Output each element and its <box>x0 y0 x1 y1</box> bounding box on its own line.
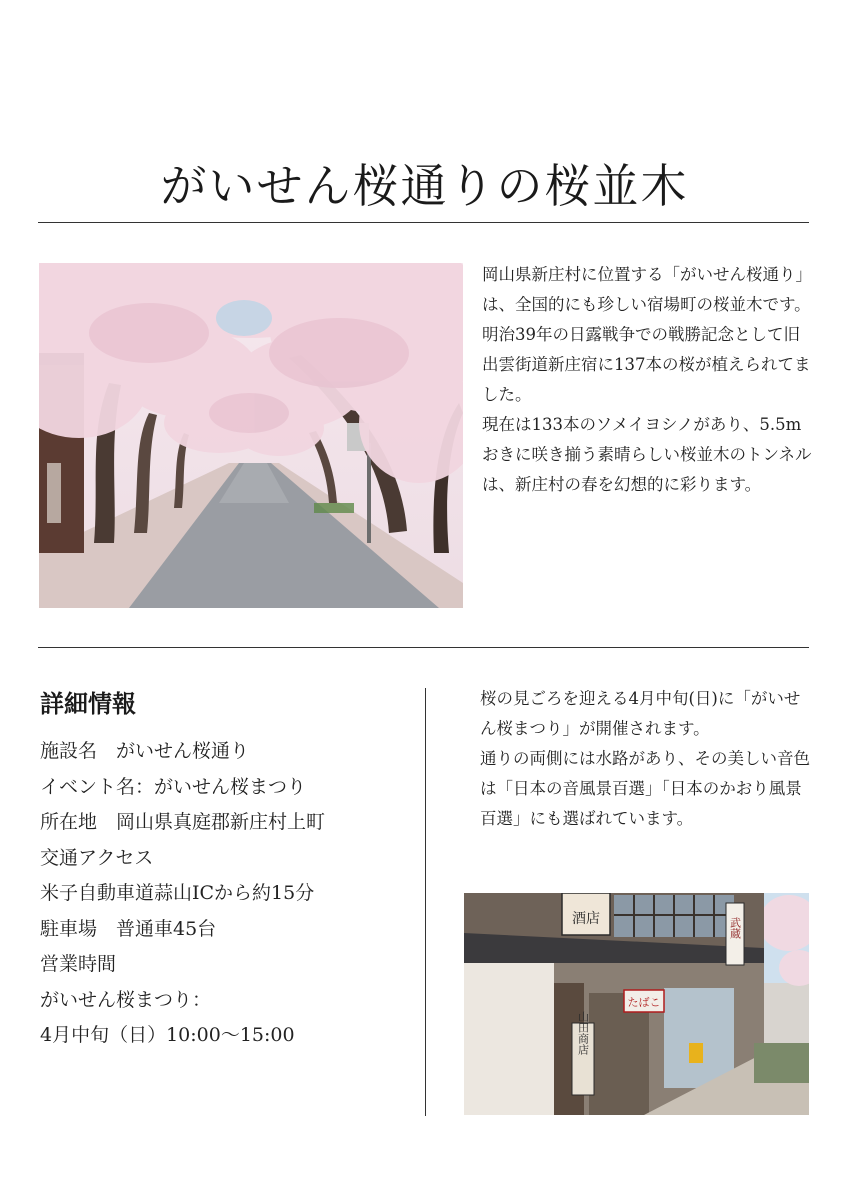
sign-tobacco: たばこ <box>627 996 661 1009</box>
details-line: 米子自動車道蒜山ICから約15分 <box>40 882 315 904</box>
shop-sign <box>562 893 610 935</box>
sign-musashi: 武蔵 <box>728 917 742 939</box>
sign-sake-shop: 酒店 <box>572 911 600 927</box>
festival-paragraph: 桜の見ごろを迎える4月中旬(日)に「がいせん桜まつり」が開催されます。 <box>480 689 801 738</box>
shop-sign <box>726 903 744 965</box>
shop-sign <box>572 1011 594 1095</box>
details-line: 4月中旬（日）10:00〜15:00 <box>40 1024 295 1046</box>
details-line: 所在地 岡山県真庭郡新庄村上町 <box>40 811 326 833</box>
details-line: 交通アクセス <box>40 846 154 869</box>
intro-paragraph: 現在は133本のソメイヨシノがあり、5.5mおきに咲き揃う素晴らしい桜並木のトンネルは、新庄村の春を幻想的に彩ります。 <box>482 415 812 494</box>
details-line: がいせん桜まつり： <box>40 988 212 1011</box>
column-divider <box>425 688 426 1116</box>
intro-paragraph: 岡山県新庄村に位置する「がいせん桜通り」は、全国的にも珍しい宿場町の桜並木です。 <box>482 265 812 314</box>
details-line: イベント名：がいせん桜まつり <box>40 775 307 798</box>
details-heading: 詳細情報 <box>40 690 136 718</box>
page-title: がいせん桜通りの桜並木 <box>160 159 689 213</box>
details-line: 営業時間 <box>40 953 117 975</box>
sign-yamada-shop: 山田商店 <box>576 1011 590 1055</box>
cherry-blossom-tunnel-photo <box>39 263 463 608</box>
section-divider <box>38 647 809 648</box>
old-street-shops-photo <box>464 893 809 1115</box>
intro-paragraph: 明治39年の日露戦争での戦勝記念として旧出雲街道新庄宿に137本の桜が植えられてました。 <box>482 325 811 404</box>
details-line: 施設名 がいせん桜通り <box>40 740 250 762</box>
festival-text <box>480 684 810 834</box>
shop-sign <box>624 990 664 1012</box>
details-line: 駐車場 普通車45台 <box>40 917 217 940</box>
details-list <box>40 734 420 1054</box>
title-divider <box>38 222 809 223</box>
intro-text <box>482 260 812 500</box>
festival-paragraph: 通りの両側には水路があり、その美しい音色は「日本の音風景百選」「日本のかおり風景百選」にも選ばれています。 <box>480 749 810 828</box>
